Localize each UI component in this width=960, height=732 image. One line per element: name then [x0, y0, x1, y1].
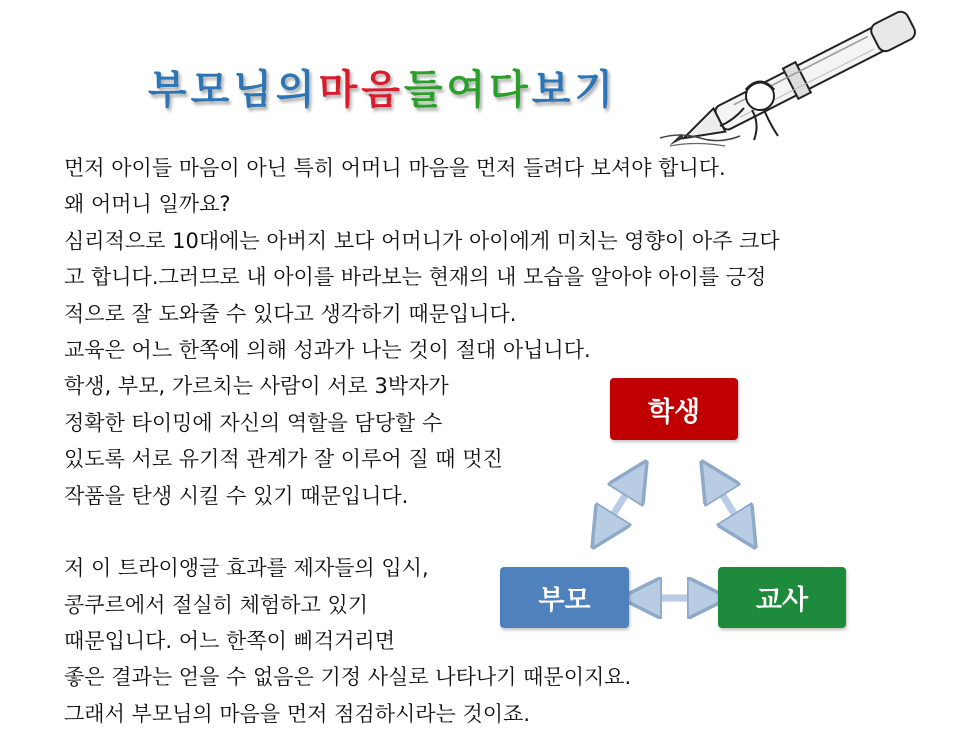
parent-box [500, 567, 629, 628]
student-box [610, 378, 738, 440]
text-line: 적으로 잘 도와줄 수 있다고 생각하기 때문입니다. [64, 301, 517, 326]
text-line: 있도록 서로 유기적 관계가 잘 이루어 질 때 멋진 [64, 447, 503, 472]
text-line: 정확한 타이밍에 자신의 역할을 담당할 수 [64, 410, 443, 435]
pen-illustration [640, 0, 960, 160]
teacher-label: 교사 [755, 585, 809, 616]
text-line: 먼저 아이들 마음이 아닌 특히 어머니 마음을 먼저 들려다 보셔야 합니다. [64, 156, 726, 180]
title-segment: 들여다 [403, 67, 532, 113]
text-line: 작품을 탄생 시킬 수 있기 때문입니다. [64, 483, 409, 508]
page-title [148, 58, 617, 115]
teacher-box [718, 567, 846, 628]
text-line: 때문입니다. 어느 한쪽이 삐걱거리면 [64, 629, 395, 654]
text-line: 교육은 어느 한쪽에 의해 성과가 나는 것이 절대 아닙니다. [64, 337, 591, 362]
text-line: 콩쿠르에서 절실히 체험하고 있기 [64, 592, 369, 617]
title-segment: 마음 [318, 67, 404, 113]
text-line: 좋은 결과는 얻을 수 없음은 기정 사실로 나타나기 때문이지요. [64, 665, 632, 690]
title-segment: 보기 [531, 67, 618, 113]
body-text [64, 150, 914, 732]
text-line: 그래서 부모님의 마음을 먼저 점검하시라는 것이죠. [64, 701, 531, 726]
text-line: 고 합니다.그러므로 내 아이를 바라보는 현재의 내 모습을 알아야 아이를 긍정 [64, 265, 767, 290]
title-segment: 부모님의 [148, 67, 319, 113]
text-line [64, 514, 914, 550]
text-line: 저 이 트라이앵글 효과를 제자들의 입시, [64, 556, 429, 581]
text-line: 학생, 부모, 가르치는 사람이 서로 3박자가 [64, 374, 449, 399]
student-label: 학생 [647, 396, 701, 428]
parent-label: 부모 [538, 585, 591, 616]
text-line: 심리적으로 10대에는 아버지 보다 어머니가 아이에게 미치는 영향이 아주 크다 [64, 228, 780, 253]
text-line: 왜 어머니 일까요? [64, 192, 231, 217]
